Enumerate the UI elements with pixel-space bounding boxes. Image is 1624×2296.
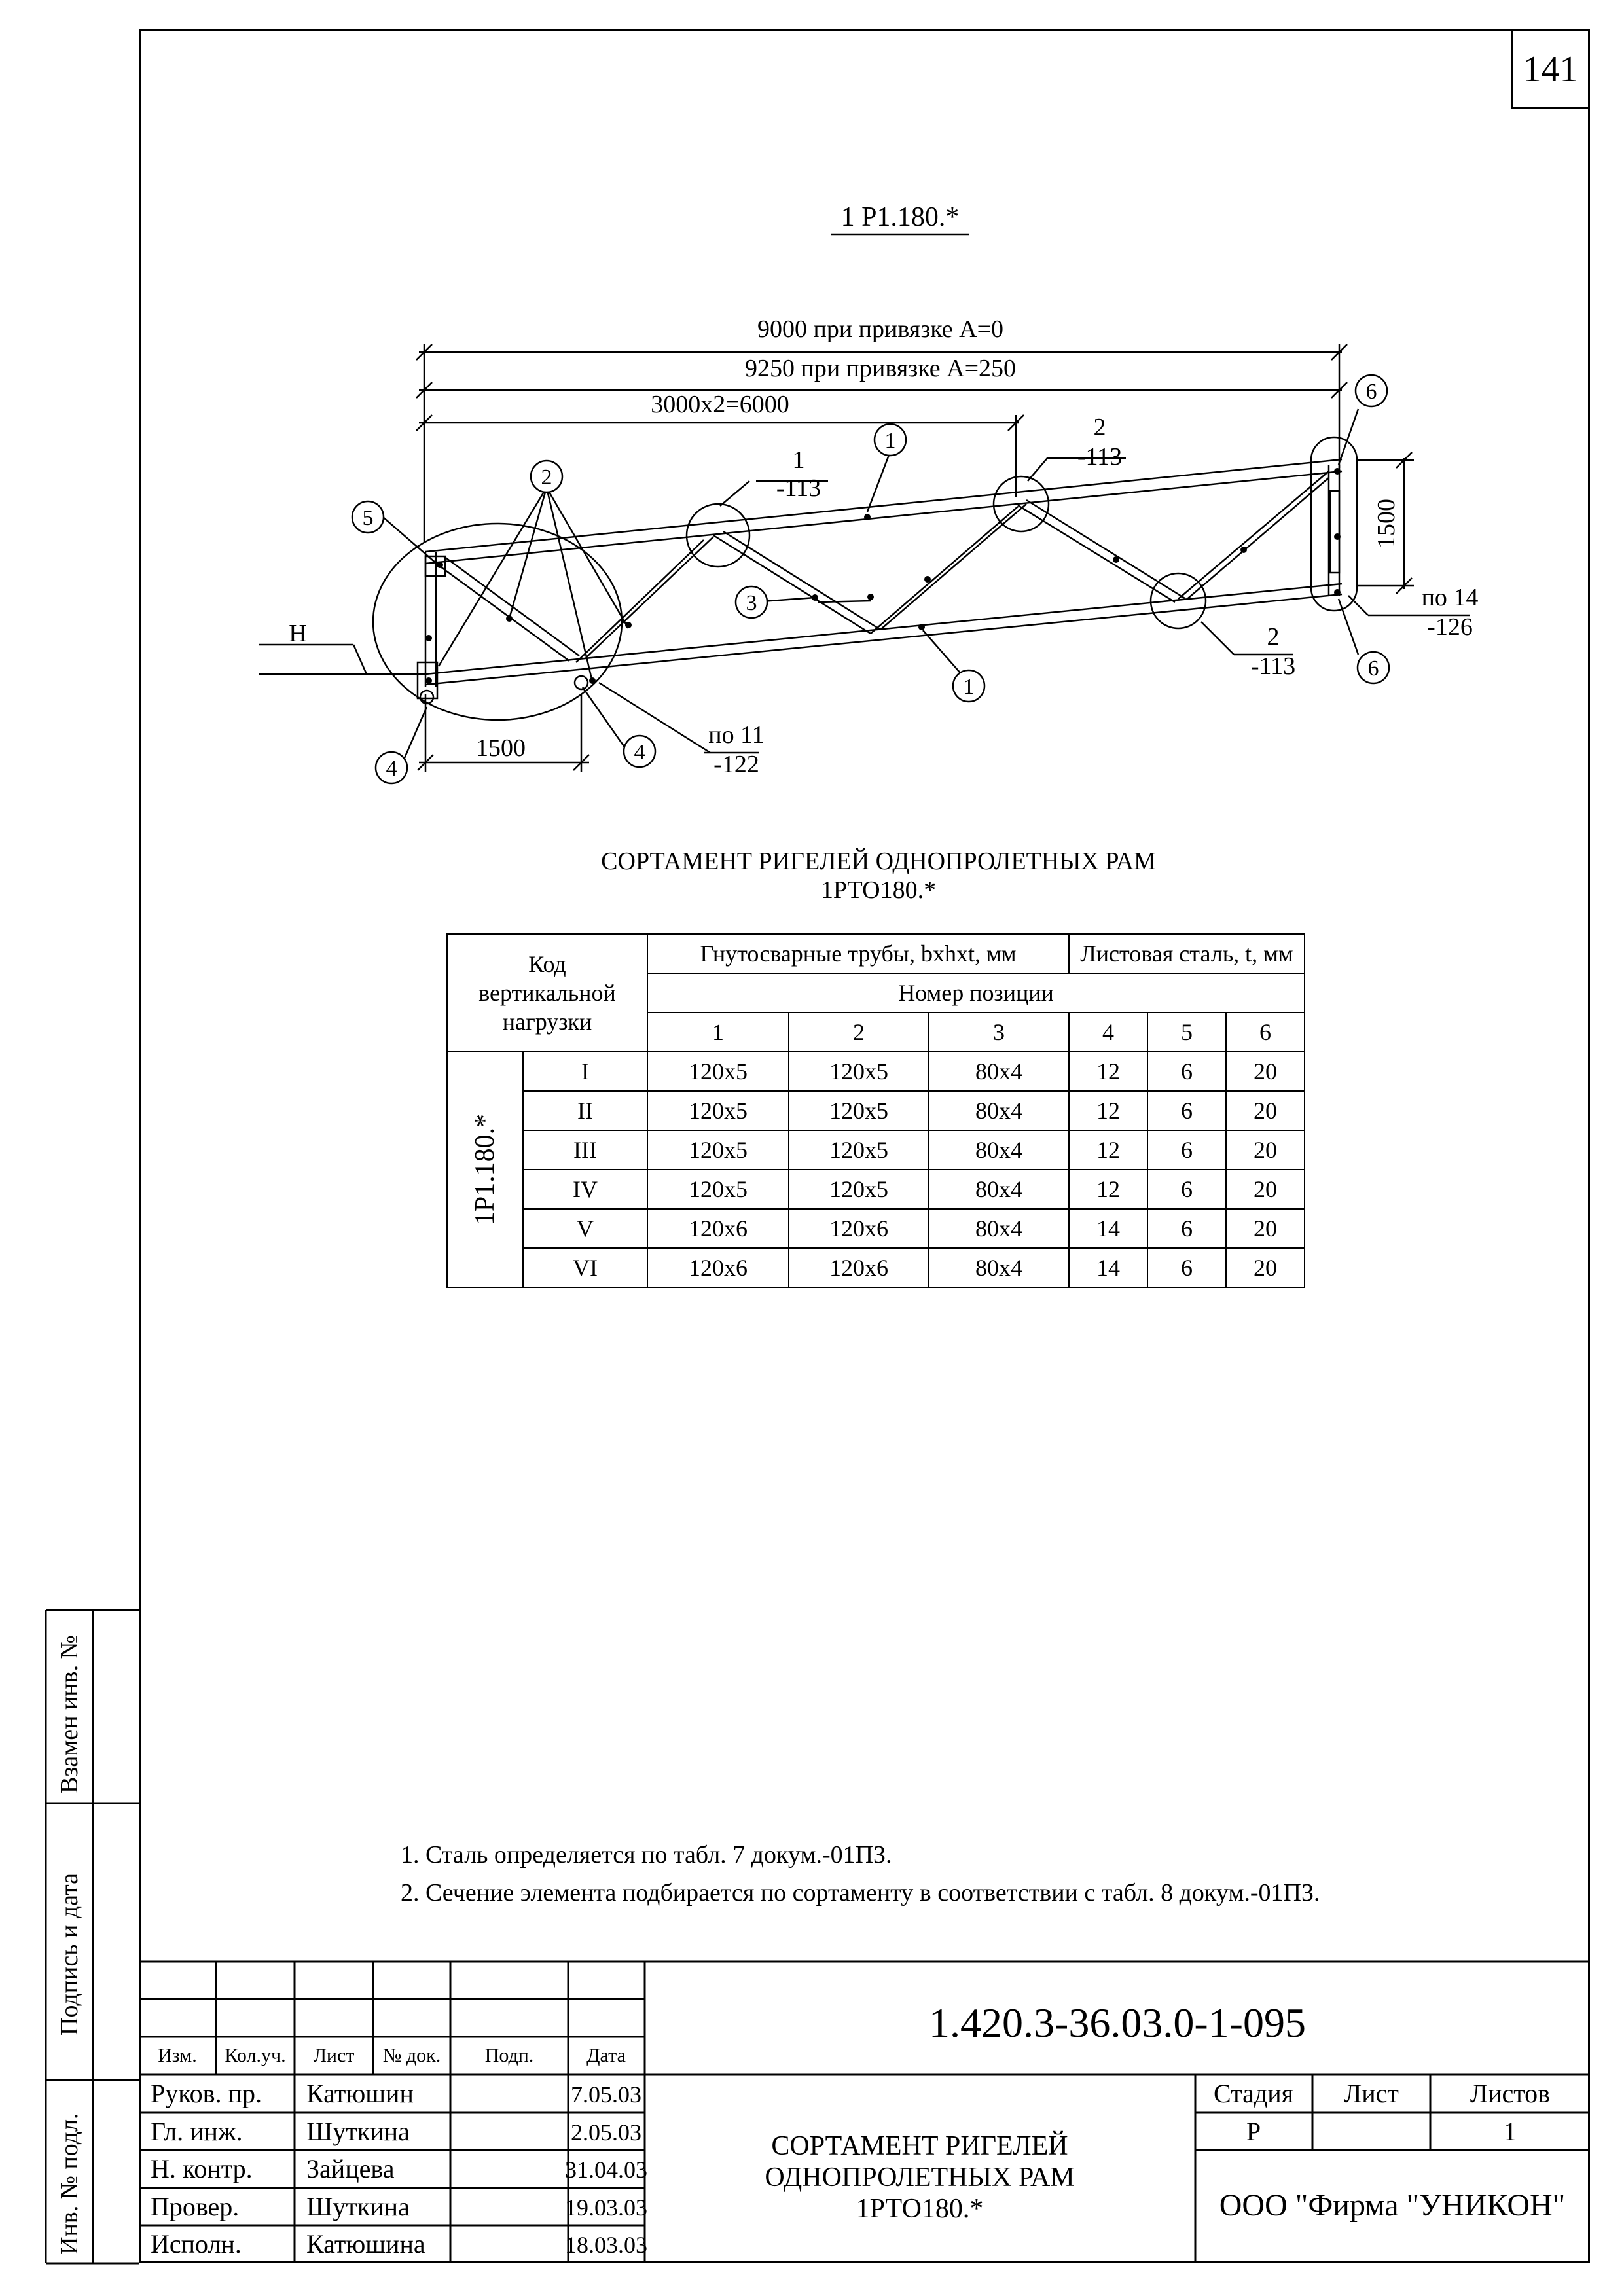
cell: 20 (1226, 1248, 1305, 1287)
dim-total-a250: 9250 при привязке А=250 (744, 355, 1017, 382)
head-pos: Номер позиции (647, 973, 1305, 1013)
label-h: Н (289, 620, 307, 647)
po11-num: по 11 (708, 721, 765, 749)
signer-name: Катюшин (306, 2079, 414, 2108)
drawing-title: 1 Р1.180.* (840, 202, 960, 232)
signer-role: Исполн. (151, 2229, 242, 2259)
notes (401, 1836, 1320, 1912)
callout-6-top-label: 6 (1365, 380, 1377, 404)
dim-total-a0: 9000 при привязке А=0 (757, 315, 1004, 343)
doc-name-line2: ОДНОПРОЛЕТНЫХ РАМ (765, 2162, 1075, 2193)
cell: 20 (1226, 1091, 1305, 1130)
callout-1-bottom-label: 1 (963, 675, 975, 699)
cell: 80х4 (929, 1130, 1069, 1170)
signer-role: Руков. пр. (151, 2079, 262, 2108)
side-inv: Инв. № подл. (56, 2113, 83, 2255)
row-code: IV (523, 1170, 647, 1209)
pos-3: 3 (929, 1013, 1069, 1052)
table-row (447, 1091, 1305, 1130)
cell: 12 (1069, 1052, 1147, 1091)
row-code: I (523, 1052, 647, 1091)
table-title-line1: СОРТАМЕНТ РИГЕЛЕЙ ОДНОПРОЛЕТНЫХ РАМ (601, 848, 1156, 875)
stage-label: Стадия (1213, 2079, 1294, 2108)
doc-code: 1.420.3-36.03.0-1-095 (929, 2000, 1306, 2046)
cell: 20 (1226, 1170, 1305, 1209)
signer-name: Катюшина (306, 2229, 425, 2259)
signer-role: Провер. (151, 2192, 240, 2221)
cell: 6 (1147, 1052, 1226, 1091)
company-name: ООО "Фирма "УНИКОН" (1219, 2188, 1566, 2223)
table-row (447, 1209, 1305, 1248)
po14-den: -126 (1427, 613, 1473, 641)
ref2-den: -113 (1077, 443, 1123, 471)
cell: 120х6 (789, 1248, 929, 1287)
row-code: VI (523, 1248, 647, 1287)
table-row (447, 1052, 1305, 1091)
note-1: 1. Сталь определяется по табл. 7 докум.-01ПЗ. (401, 1841, 892, 1869)
cell: 120х5 (647, 1170, 789, 1209)
cell: 12 (1069, 1130, 1147, 1170)
col-ndok: № док. (382, 2045, 441, 2066)
callout-6-bottom-label: 6 (1367, 656, 1379, 681)
row-code: V (523, 1209, 647, 1248)
signer-date: 2.05.03 (571, 2119, 641, 2145)
cell: 120х5 (647, 1130, 789, 1170)
callout-4-right-label: 4 (634, 740, 645, 764)
cell: 80х4 (929, 1170, 1069, 1209)
col-kolich: Кол.уч. (225, 2045, 286, 2066)
signer-date: 19.03.03 (565, 2195, 647, 2221)
row-code: II (523, 1091, 647, 1130)
cell: 6 (1147, 1091, 1226, 1130)
head-plate: Листовая сталь, t, мм (1069, 934, 1305, 973)
signer-date: 7.05.03 (571, 2081, 641, 2108)
signer-date: 18.03.03 (565, 2232, 647, 2258)
callout-1-top-label: 1 (884, 429, 896, 453)
col-podp: Подп. (484, 2045, 534, 2066)
cell: 6 (1147, 1170, 1226, 1209)
ref3-den: -113 (1250, 653, 1296, 680)
dim-bottom: 1500 (476, 734, 526, 762)
table-row (447, 1130, 1305, 1170)
pos-1: 1 (647, 1013, 789, 1052)
cell: 6 (1147, 1248, 1226, 1287)
signer-role: Гл. инж. (151, 2117, 243, 2146)
row-code: III (523, 1130, 647, 1170)
sheets-value: 1 (1504, 2117, 1517, 2146)
stage-value: Р (1246, 2117, 1261, 2146)
signer-name: Шуткина (306, 2117, 410, 2146)
cell: 20 (1226, 1052, 1305, 1091)
cell: 6 (1147, 1209, 1226, 1248)
pos-2: 2 (789, 1013, 929, 1052)
dim-panels: 3000х2=6000 (651, 391, 789, 418)
cell: 120х6 (789, 1209, 929, 1248)
note-2: 2. Сечение элемента подбирается по сортаменту в соответствии с табл. 8 докум.-01ПЗ. (401, 1879, 1320, 1907)
ref2-num: 2 (1093, 414, 1106, 441)
cell: 6 (1147, 1130, 1226, 1170)
cell: 120х5 (789, 1130, 929, 1170)
signer-name: Зайцева (306, 2154, 395, 2183)
cell: 14 (1069, 1248, 1147, 1287)
sheets-label: Листов (1470, 2079, 1551, 2108)
callout-2-label: 2 (541, 465, 552, 490)
pos-4: 4 (1069, 1013, 1147, 1052)
cell: 120х5 (789, 1170, 929, 1209)
head-tubes: Гнутосварные трубы, bxhxt, мм (647, 934, 1069, 973)
cell: 80х4 (929, 1091, 1069, 1130)
dim-height: 1500 (1373, 499, 1400, 548)
table-title-line2: 1РТО180.* (820, 876, 937, 904)
callout-3-label: 3 (746, 591, 757, 615)
table-row (447, 1170, 1305, 1209)
cell: 80х4 (929, 1052, 1069, 1091)
sheet-label: Лист (1344, 2079, 1399, 2108)
cell: 120х5 (647, 1052, 789, 1091)
doc-name-line3: 1РТО180.* (856, 2194, 984, 2224)
po11-den: -122 (713, 751, 759, 778)
cell: 80х4 (929, 1209, 1069, 1248)
cell: 14 (1069, 1209, 1147, 1248)
signer-role: Н. контр. (151, 2154, 253, 2183)
pos-6: 6 (1226, 1013, 1305, 1052)
group-label: 1Р1.180.* (470, 1113, 500, 1226)
ref1-num: 1 (792, 446, 805, 474)
ref1-den: -113 (776, 475, 821, 502)
callout-5-label: 5 (362, 506, 374, 530)
doc-name-line1: СОРТАМЕНТ РИГЕЛЕЙ (771, 2131, 1068, 2161)
cell: 120х5 (789, 1052, 929, 1091)
sheet-number: 141 (1511, 29, 1590, 109)
side-vzamen: Взамен инв. № (56, 1635, 83, 1793)
side-podpis: Подпись и дата (56, 1873, 83, 2036)
col-list: Лист (313, 2045, 355, 2066)
cell: 120х5 (789, 1091, 929, 1130)
col-data: Дата (586, 2045, 626, 2066)
table-row (447, 1248, 1305, 1287)
callout-4-left-label: 4 (386, 757, 397, 781)
group-label-cell (447, 1052, 523, 1287)
sortament-table (446, 933, 1305, 1288)
col-izm: Изм. (158, 2045, 197, 2066)
cell: 120х6 (647, 1209, 789, 1248)
ref3-num: 2 (1267, 623, 1280, 651)
head-code: Код вертикальной нагрузки (447, 934, 647, 1052)
cell: 20 (1226, 1130, 1305, 1170)
cell: 12 (1069, 1170, 1147, 1209)
cell: 120х5 (647, 1091, 789, 1130)
cell: 80х4 (929, 1248, 1069, 1287)
signer-name: Шуткина (306, 2192, 410, 2221)
cell: 12 (1069, 1091, 1147, 1130)
po14-num: по 14 (1421, 584, 1479, 611)
pos-5: 5 (1147, 1013, 1226, 1052)
cell: 20 (1226, 1209, 1305, 1248)
signer-date: 31.04.03 (565, 2157, 647, 2183)
cell: 120х6 (647, 1248, 789, 1287)
